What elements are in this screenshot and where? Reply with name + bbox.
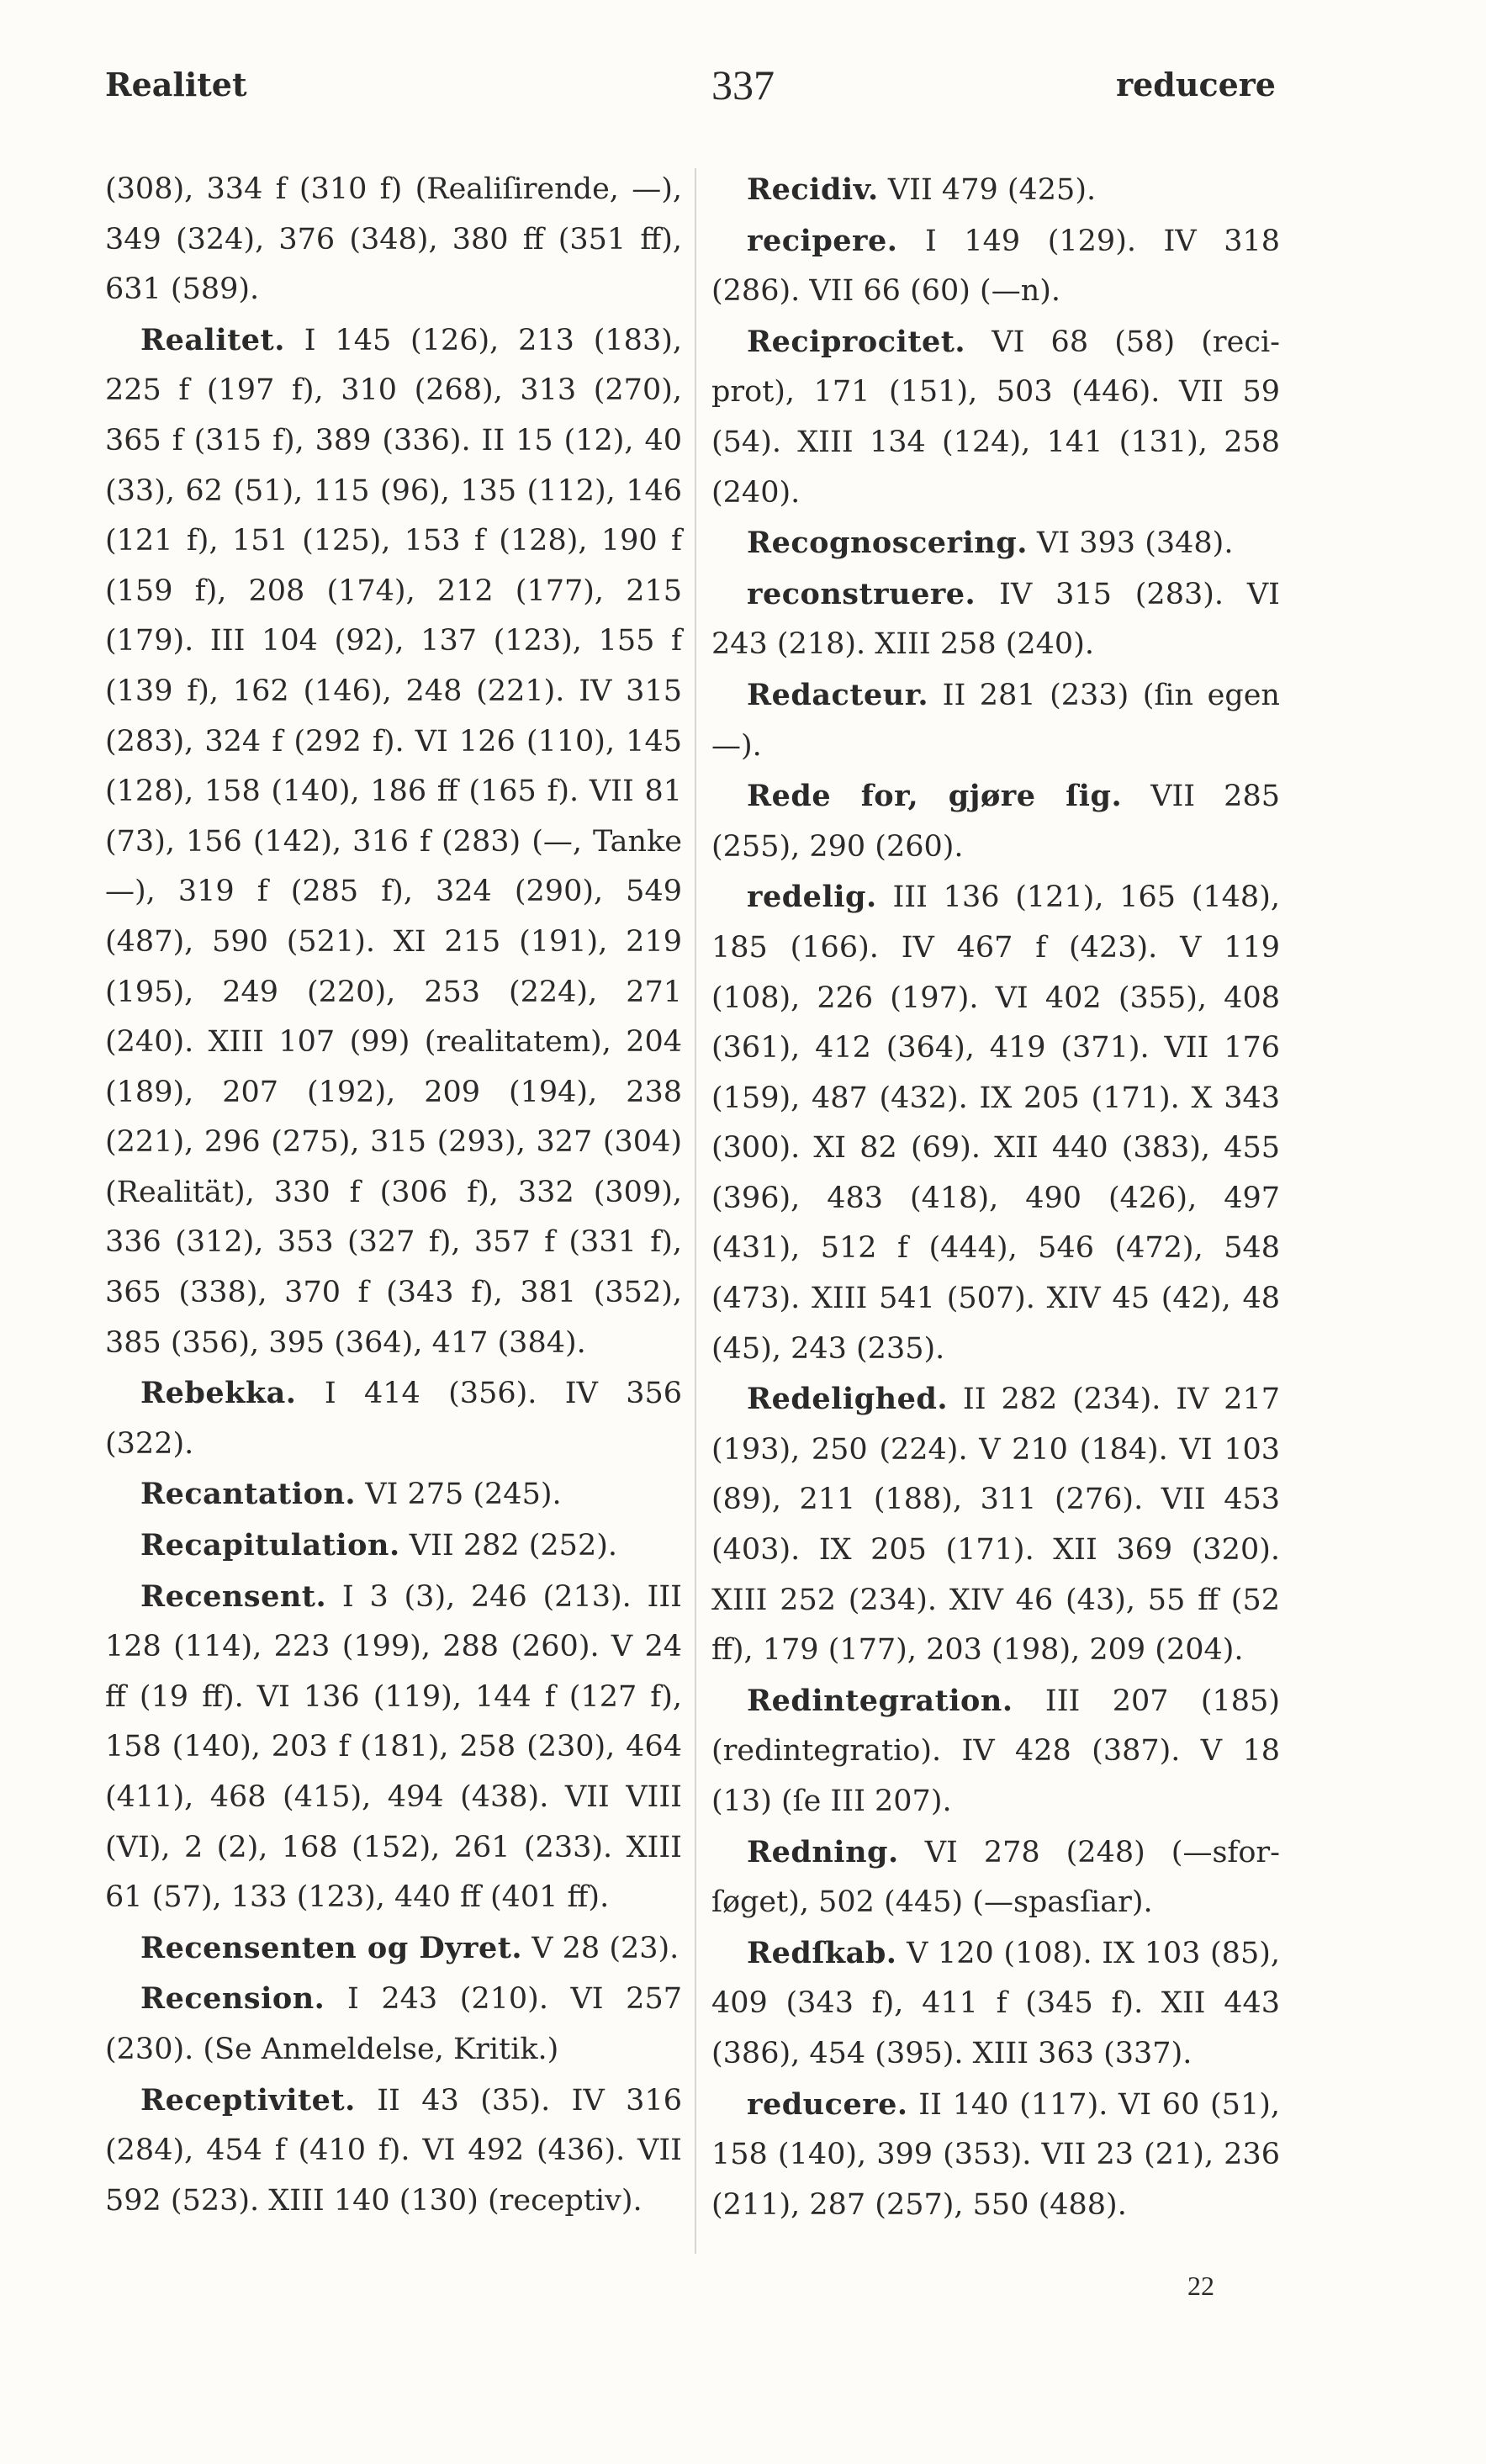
index-entry [711, 2080, 1280, 2231]
column-divider [695, 168, 696, 2254]
entry-headword: recipere. [747, 223, 898, 258]
index-entry [711, 569, 1280, 670]
entry-references: II 140 (117). VI 60 (51), 158 (140), 399 (353). VII 23 (21), 236 (211), 287 (257), 550 (488). [711, 2087, 1280, 2222]
index-entry [105, 1368, 682, 1469]
entry-references: VI 68 (58) (reci-prot), 171 (151), 503 (446). VII 59 (54). XIII 134 (124), 141 (131), 258 (240). [711, 325, 1280, 510]
entry-headword: Recantation. [140, 1477, 357, 1512]
running-head-left: Realitet [105, 66, 247, 103]
entry-references: II 281 (233) (ſin egen —). [711, 678, 1280, 763]
entry-headword: Rede for, gjøre ſig. [747, 779, 1123, 814]
index-entry [105, 1923, 682, 1975]
entry-headword: reducere. [747, 2086, 908, 2122]
signature-mark: 22 [1187, 2271, 1214, 2301]
entry-headword: Reciprocitet. [747, 324, 966, 359]
entry-references: III 136 (121), 165 (148), 185 (166). IV 467 f (423). V 119 (108), 226 (197). VI 402 (355), 408 (361), 412 (364), 419 (371). VII 176 (159), 487 (432). IX 205 (171). X 343 (300). XI 82 (69). XII 440 (383), 455 (396), 483 (418), 490 (426), 497 (431), 512 f (444), 546 (472), 548 (473). XIII 541 (507). XIV 45 (42), 48 (45), 243 (235). [711, 880, 1280, 1366]
index-entry [105, 165, 682, 315]
entry-headword: Recidiv. [747, 172, 879, 207]
index-entry [105, 1572, 682, 1923]
entry-references: V 28 (23). [531, 1931, 680, 1965]
entry-references: VI 278 (248) (—sfor-ſøget), 502 (445) (—spasſiar). [711, 1835, 1280, 1920]
entry-headword: Redintegration. [747, 1683, 1013, 1718]
entry-headword: reconstruere. [747, 576, 976, 611]
right-column [711, 165, 1280, 2230]
running-head-right: reducere [1116, 66, 1276, 103]
index-entry [711, 1827, 1280, 1928]
entry-headword: Recognoscering. [747, 526, 1028, 561]
entry-references: I 149 (129). IV 318 (286). VII 66 (60) (—n). [711, 224, 1280, 309]
entry-references: VII 285 (255), 290 (260). [711, 780, 1280, 864]
entry-references: II 282 (234). IV 217 (193), 250 (224). V 210 (184). VI 103 (89), 211 (188), 311 (276). VII 453 (403). IX 205 (171). XII 369 (320). XIII 252 (234). XIV 46 (43), 55 ff (52 ff), 179 (177), 203 (198), 209 (204). [711, 1383, 1280, 1668]
entry-references: VII 282 (252). [409, 1529, 618, 1563]
entry-references: IV 315 (283). VI 243 (218). XIII 258 (240). [711, 577, 1280, 662]
left-column [105, 165, 682, 2226]
index-entry [711, 216, 1280, 317]
entry-references: VI 275 (245). [365, 1478, 562, 1512]
page-header [0, 61, 1486, 124]
entry-headword: Redning. [747, 1834, 899, 1869]
entry-references: III 207 (185) (redintegratio). IV 428 (387). V 18 (13) (ſe III 207). [711, 1684, 1280, 1818]
entry-references: I 243 (210). VI 257 (230). (Se Anmeldelse, Kritik.) [105, 1982, 682, 2066]
entry-references: II 43 (35). IV 316 (284), 454 f (410 f). VI 492 (436). VII 592 (523). XIII 140 (130) (receptiv). [105, 2083, 682, 2218]
index-entry [105, 1469, 682, 1520]
entry-headword: Rebekka. [140, 1376, 297, 1411]
entry-headword: Recensenten og Dyret. [140, 1930, 523, 1965]
index-entry [105, 315, 682, 1368]
entry-headword: Redelighed. [747, 1382, 949, 1417]
entry-headword: Redacteur. [747, 677, 929, 712]
entry-headword: redelig. [747, 880, 877, 915]
entry-headword: Recapitulation. [140, 1528, 400, 1563]
entry-references: I 414 (356). IV 356 (322). [105, 1377, 682, 1461]
index-entry [711, 771, 1280, 872]
index-entry [711, 317, 1280, 518]
entry-references: V 120 (108). IX 103 (85), 409 (343 f), 411 f (345 f). XII 443 (386), 454 (395). XIII 363 (337). [711, 1936, 1280, 2070]
entry-headword: Realitet. [140, 322, 285, 357]
entry-references: VII 479 (425). [887, 173, 1097, 207]
index-entry [105, 1520, 682, 1572]
index-entry [711, 165, 1280, 216]
index-entry [711, 518, 1280, 569]
index-entry [105, 2075, 682, 2227]
entry-references: I 3 (3), 246 (213). III 128 (114), 223 (199), 288 (260). V 24 ff (19 ff). VI 136 (119), 144 f (127 f), 158 (140), 203 f (181), 258 (230), 464 (411), 468 (415), 494 (438). VII VIII (VI), 2 (2), 168 (152), 261 (233). XIII 61 (57), 133 (123), 440 ff (401 ff). [105, 1579, 682, 1915]
index-entry [711, 1374, 1280, 1676]
index-entry [105, 1974, 682, 2075]
entry-headword: Recensent. [140, 1578, 327, 1614]
entry-references: (308), 334 f (310 f) (Realiſirende, —), 349 (324), 376 (348), 380 ff (351 ff), 631 (589). [105, 172, 682, 307]
entry-references: I 145 (126), 213 (183), 225 f (197 f), 310 (268), 313 (270), 365 f (315 f), 389 (336). II 15 (12), 40 (33), 62 (51), 115 (96), 135 (112), 146 (121 f), 151 (125), 153 f (128), 190 f (159 f), 208 (174), 212 (177), 215 (179). III 104 (92), 137 (123), 155 f (139 f), 162 (146), 248 (221). IV 315 (283), 324 f (292 f). VI 126 (110), 145 (128), 158 (140), 186 ff (165 f). VII 81 (73), 156 (142), 316 f (283) (—, Tanke—), 319 f (285 f), 324 (290), 549 (487), 590 (521). XI 215 (191), 219 (195), 249 (220), 253 (224), 271 (240). XIII 107 (99) (realitatem), 204 (189), 207 (192), 209 (194), 238 (221), 296 (275), 315 (293), 327 (304) (Realität), 330 f (306 f), 332 (309), 336 (312), 353 (327 f), 357 f (331 f), 365 (338), 370 f (343 f), 381 (352), 385 (356), 395 (364), 417 (384). [105, 323, 682, 1360]
entry-references: VI 393 (348). [1037, 526, 1234, 561]
index-entry [711, 670, 1280, 771]
index-entry [711, 1928, 1280, 2080]
index-entry [711, 872, 1280, 1374]
entry-headword: Redſkab. [747, 1935, 897, 1970]
page-number: 337 [711, 61, 775, 108]
entry-headword: Recension. [140, 1981, 325, 2017]
entry-headword: Receptivitet. [140, 2082, 356, 2118]
index-entry [711, 1676, 1280, 1827]
